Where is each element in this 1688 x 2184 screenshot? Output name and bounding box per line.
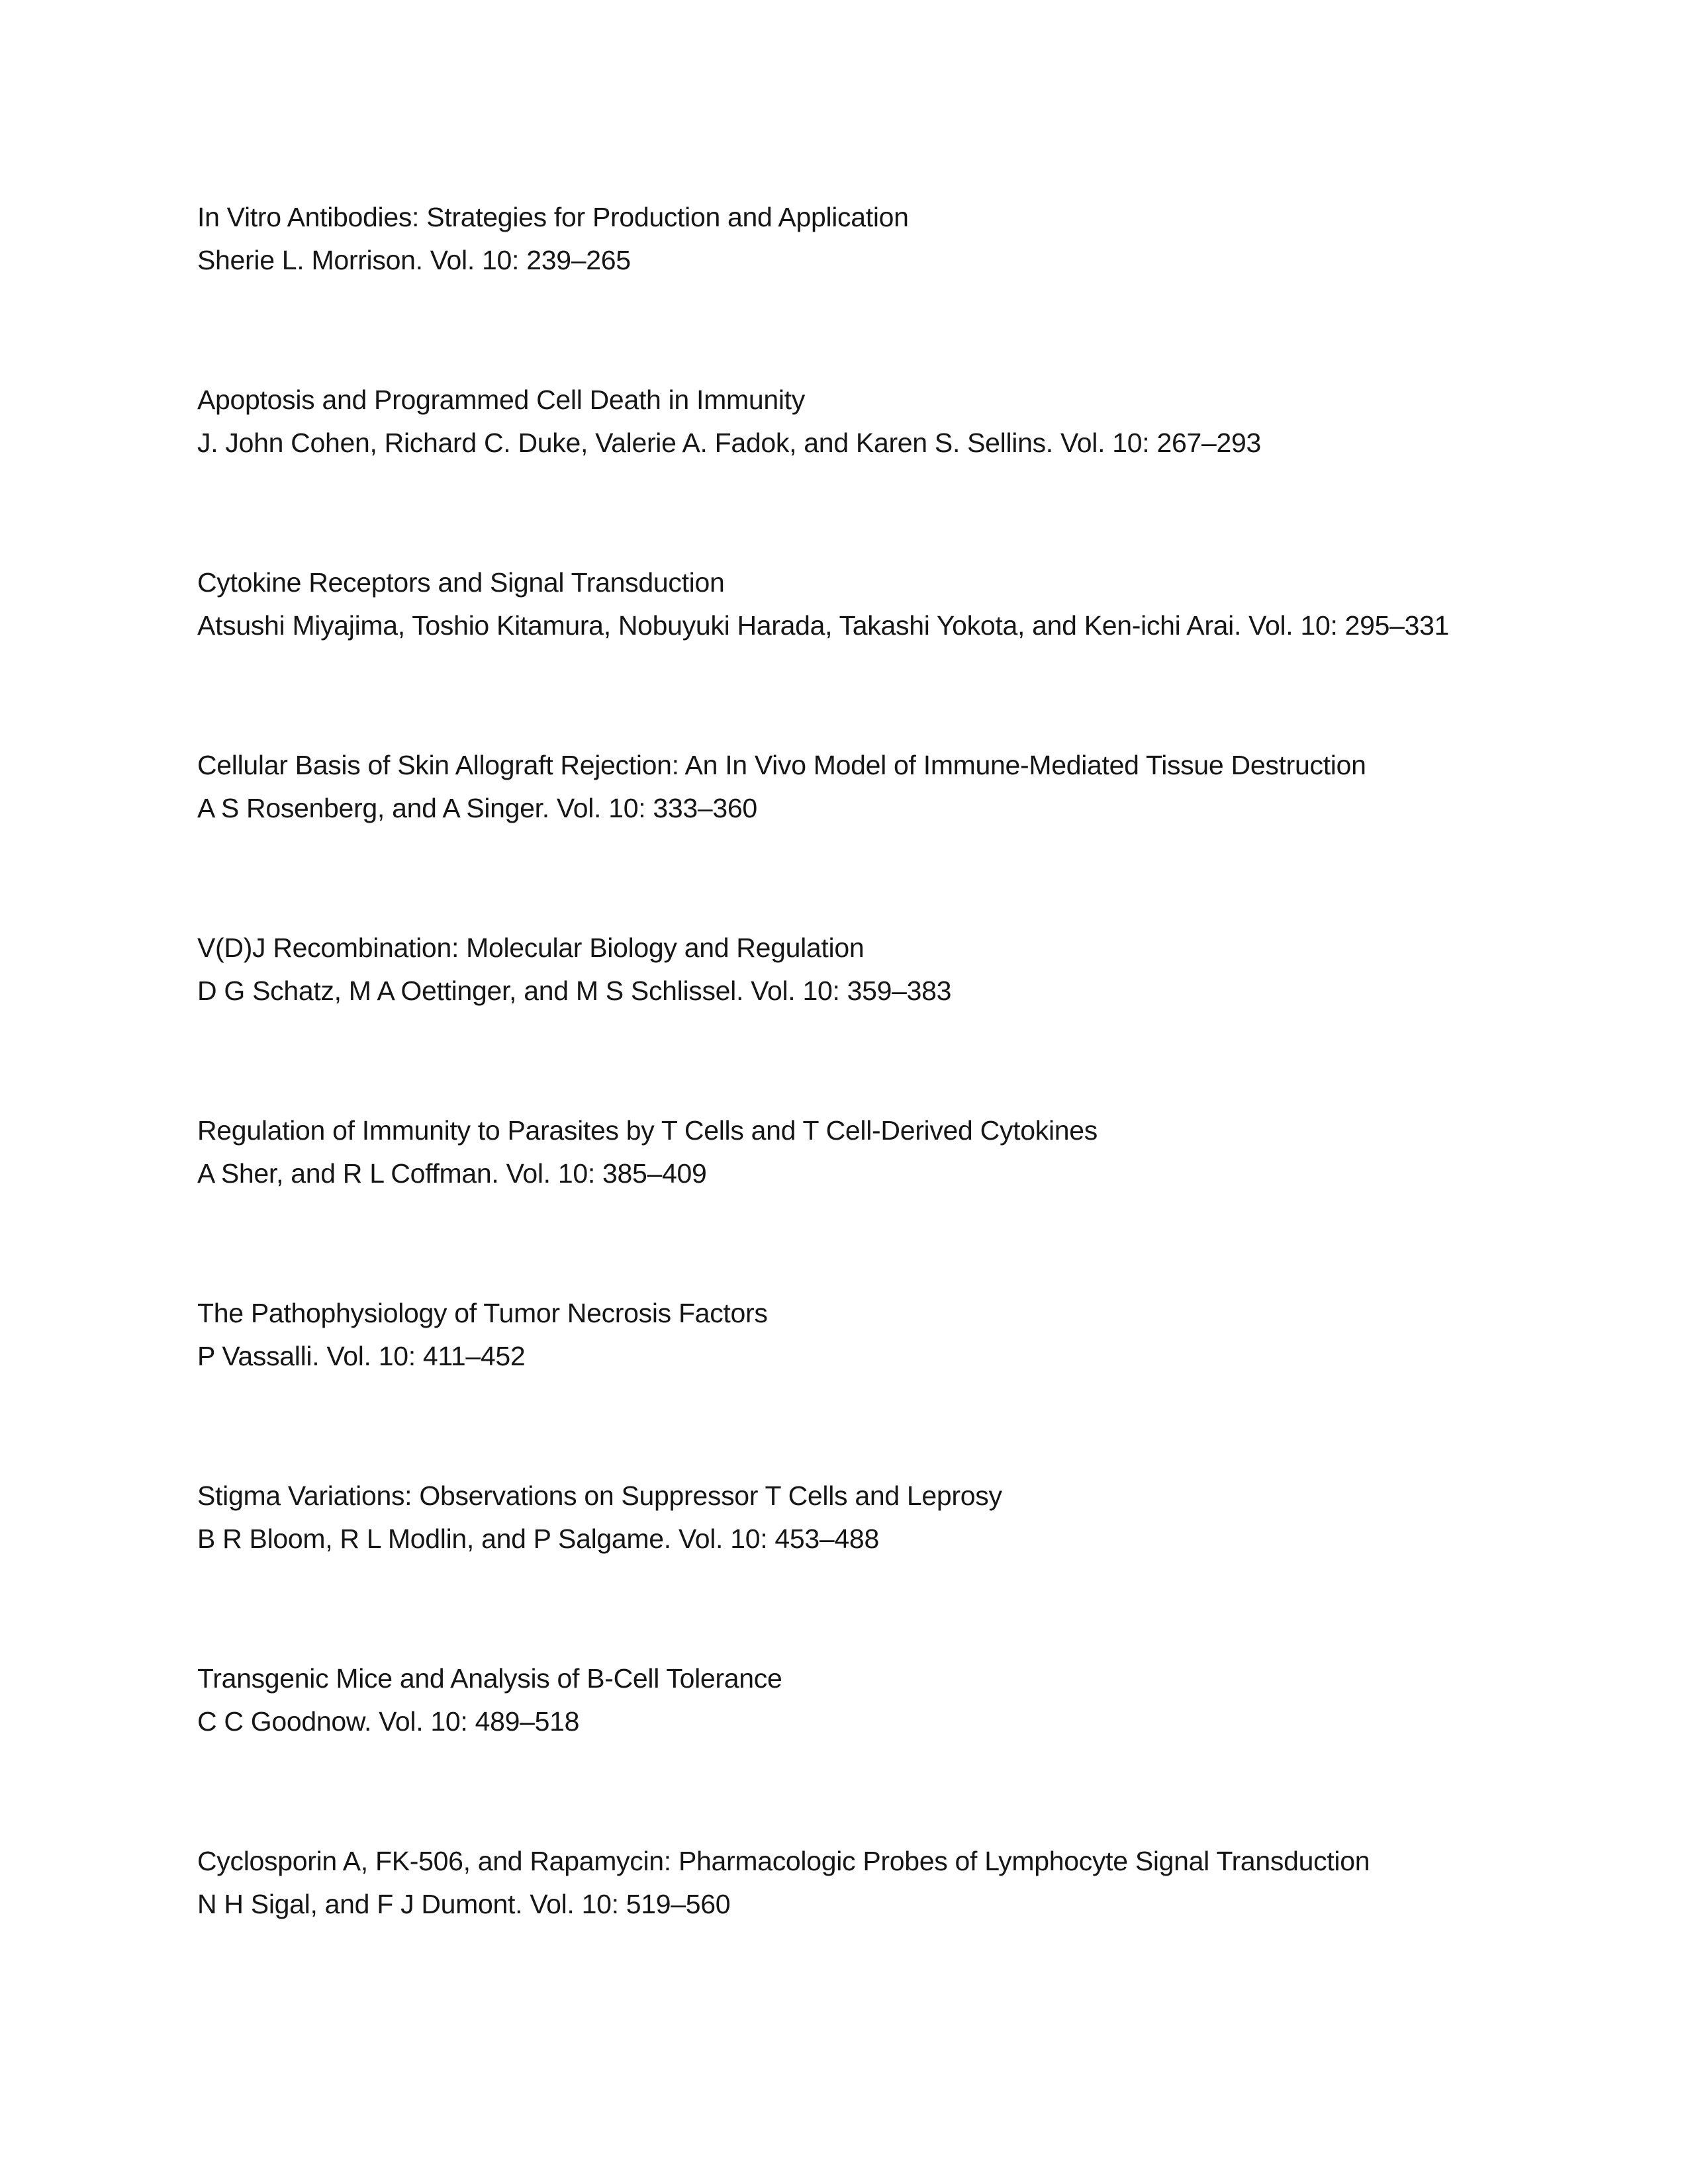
article-entry-3 — [197, 561, 1495, 744]
article-title: Stigma Variations: Observations on Suppressor T Cells and Leprosy — [197, 1480, 1002, 1511]
article-citation: A Sher, and R L Coffman. Vol. 10: 385–409 — [197, 1158, 707, 1189]
article-entry-10 — [197, 1840, 1495, 2023]
article-citation: B R Bloom, R L Modlin, and P Salgame. Vol. 10: 453–488 — [197, 1524, 879, 1554]
article-entry-1 — [197, 196, 1495, 379]
article-title: In Vitro Antibodies: Strategies for Production and Application — [197, 202, 909, 232]
article-citation: N H Sigal, and F J Dumont. Vol. 10: 519–560 — [197, 1889, 731, 1919]
article-title: Transgenic Mice and Analysis of B-Cell Tolerance — [197, 1663, 782, 1694]
article-citation: A S Rosenberg, and A Singer. Vol. 10: 333–360 — [197, 793, 757, 823]
article-citation: Sherie L. Morrison. Vol. 10: 239–265 — [197, 245, 631, 275]
article-title: The Pathophysiology of Tumor Necrosis Factors — [197, 1298, 768, 1328]
article-entry-8 — [197, 1475, 1495, 1657]
article-title: Cellular Basis of Skin Allograft Rejection: An In Vivo Model of Immune-Mediated Tissue Destruction — [197, 750, 1366, 780]
article-list — [197, 196, 1495, 2023]
article-entry-4 — [197, 744, 1495, 927]
article-citation: Atsushi Miyajima, Toshio Kitamura, Nobuyuki Harada, Takashi Yokota, and Ken-ichi Arai. Vol. 10: 295–331 — [197, 610, 1450, 641]
article-citation: D G Schatz, M A Oettinger, and M S Schlissel. Vol. 10: 359–383 — [197, 976, 952, 1006]
article-citation: J. John Cohen, Richard C. Duke, Valerie A. Fadok, and Karen S. Sellins. Vol. 10: 267–293 — [197, 428, 1261, 458]
article-title: Apoptosis and Programmed Cell Death in Immunity — [197, 385, 805, 415]
article-entry-2 — [197, 379, 1495, 561]
article-title: Cyclosporin A, FK-506, and Rapamycin: Pharmacologic Probes of Lymphocyte Signal Transduction — [197, 1846, 1370, 1876]
article-title: Cytokine Receptors and Signal Transduction — [197, 567, 725, 598]
article-citation: C C Goodnow. Vol. 10: 489–518 — [197, 1706, 580, 1737]
article-entry-6 — [197, 1109, 1495, 1292]
article-entry-9 — [197, 1657, 1495, 1840]
article-entry-5 — [197, 927, 1495, 1109]
article-citation: P Vassalli. Vol. 10: 411–452 — [197, 1341, 526, 1371]
article-title: Regulation of Immunity to Parasites by T Cells and T Cell-Derived Cytokines — [197, 1115, 1098, 1146]
article-entry-7 — [197, 1292, 1495, 1475]
article-title: V(D)J Recombination: Molecular Biology and Regulation — [197, 933, 865, 963]
